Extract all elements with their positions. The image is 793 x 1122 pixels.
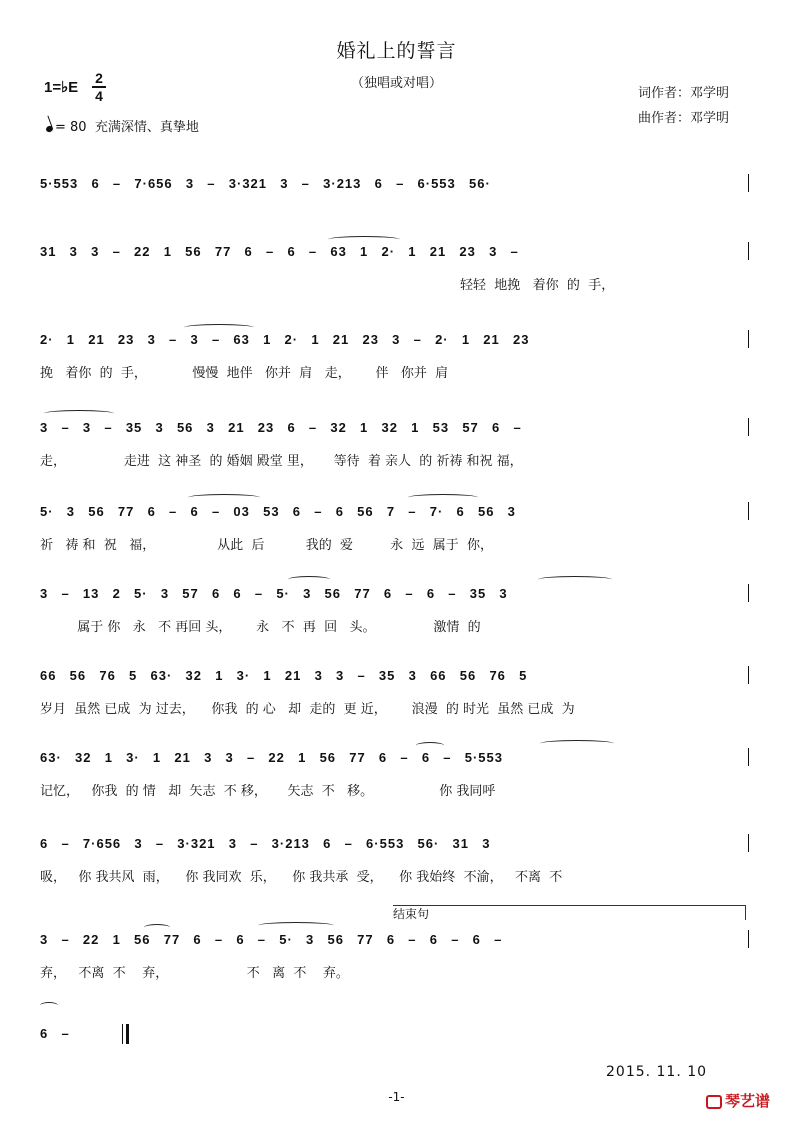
melody-line: 6 – 7·656 3 – 3·321 3 – 3·213 6 – 6·553 56· 31 3 [40,836,491,851]
lyric-line: 祈 祷 和 祝 福， 从此 后 我的 爱 永 远 属于 你， [40,538,494,553]
score-row-3 [40,332,760,381]
score-row-10 [40,932,760,981]
lyric-line: 走， 走进 这 神圣 的 婚姻 殿堂 里， 等待 着 亲人 的 祈祷 和祝 福， [40,454,523,469]
song-title: 婚礼上的誓言 [336,40,457,62]
lyric-line: 吸， 你 我共风 雨， 你 我同欢 乐， 你 我共承 受， 你 我始终 不渝， 不离 不 [40,870,563,885]
composer-credit: 曲作者：邓学明 [638,111,730,126]
score-row-11 [40,1026,760,1060]
melody-line: 3 – 22 1 56 77 6 – 6 – 5· 3 56 77 6 – 6 – 6 – [40,932,503,947]
expression-text: 充满深情、真挚地 [94,120,199,135]
lyricist-credit: 词作者：邓学明 [638,86,730,101]
score-row-7 [40,668,760,717]
melody-line: 3 – 13 2 5· 3 57 6 6 – 5· 3 56 77 6 – 6 – 35 3 [40,586,508,601]
date-stamp: 2015. 11. 10 [606,1064,708,1080]
ending-bracket [393,905,746,920]
score-row-2 [40,244,760,293]
melody-line: 3 – 3 – 35 3 56 3 21 23 6 – 32 1 32 1 53 57 6 – [40,420,522,435]
lyric-line: 轻轻 地挽 着你 的 手， [460,278,615,293]
quarter-note-icon [45,125,54,133]
score-row-4 [40,420,760,469]
lyric-line: 弃， 不离 不 弃， 不 离 不 弃。 [40,966,349,981]
melody-line: 2· 1 21 23 3 – 3 – 63 1 2· 1 21 23 3 – 2· 1 21 23 [40,332,530,347]
score-row-9 [40,836,760,885]
melody-line: 63· 32 1 3· 1 21 3 3 – 22 1 56 77 6 – 6 – 5·553 [40,750,503,765]
brand-name: 琴艺谱 [725,1092,771,1110]
score-row-8 [40,750,760,799]
tempo-value: = 80 [55,120,87,135]
key-signature: 1=♭E [44,79,79,96]
score-row-5 [40,504,760,553]
page-number: -1- [388,1090,405,1104]
melody-line: 5· 3 56 77 6 – 6 – 03 53 6 – 6 56 7 – 7· 6 56 3 [40,504,516,519]
brand-logo [706,1090,770,1111]
ending-label: 结束句 [393,907,430,921]
score-row-6 [40,586,760,635]
melody-line: 6 – [40,1026,70,1041]
lyric-line: 岁月 虽然 已成 为 过去， 你我 的 心 却 走的 更 近， 浪漫 的 时光 虽然 已成 为 [40,702,575,717]
time-signature-top: 2 [95,70,103,86]
song-subtitle: （独唱或对唱） [350,76,442,91]
tempo-marking [46,116,199,135]
melody-line: 5·553 6 – 7·656 3 – 3·321 3 – 3·213 6 – 6·553 56· [40,176,491,191]
brand-icon [706,1095,722,1109]
lyric-line: 记忆， 你我 的 情 却 矢志 不 移， 矢志 不 移。 你 我同呼 [40,784,496,799]
time-signature-bottom: 4 [95,88,103,104]
score-row-1 [40,176,760,210]
lyric-line: 挽 着你 的 手， 慢慢 地伴 你并 肩 走， 伴 你并 肩 [40,366,449,381]
melody-line: 31 3 3 – 22 1 56 77 6 – 6 – 63 1 2· 1 21 23 3 – [40,244,519,259]
time-signature [92,70,106,104]
lyric-line: 属于 你 永 不 再回 头， 永 不 再 回 头。 激情 的 [40,620,481,635]
melody-line: 66 56 76 5 63· 32 1 3· 1 21 3 3 – 35 3 66 56 76 5 [40,668,528,683]
